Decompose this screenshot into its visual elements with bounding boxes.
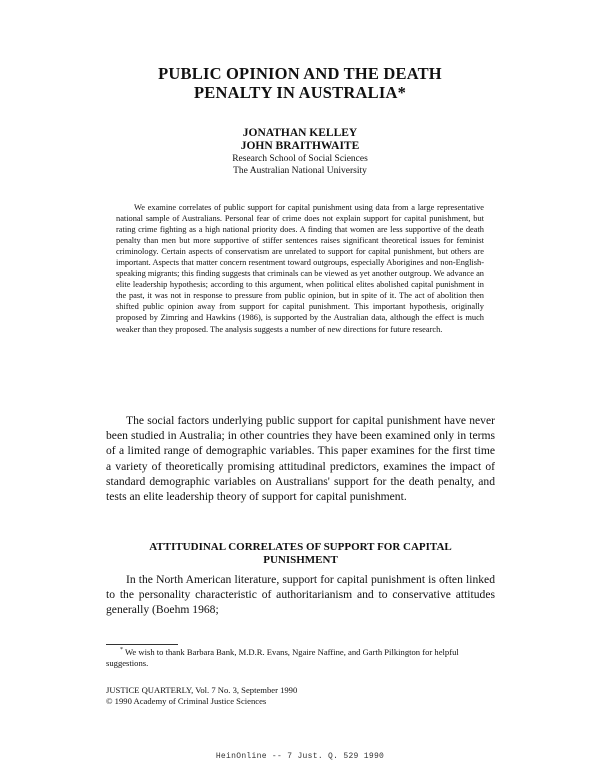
- heinonline-watermark: HeinOnline -- 7 Just. Q. 529 1990: [215, 752, 385, 761]
- section-heading: [106, 541, 495, 567]
- abstract: We examine correlates of public support for capital punishment using data from a large representative national sample of Australians. Personal fear of crime does not explain support for capital punishment, but rating crime fighting as a high national priority does. A finding that women are less supportive of the death penalty than men but more supportive of stiffer sentences raises significant theoretical issues for feminist criminology. Certain aspects of conservatism are unrelated to support for capital punishment, but others are important. Aspects that matter concern resentment toward outgroups, especially Aborigines and non-English-speaking migrants; this finding suggests that criminals can be viewed as yet another outgroup. We advance an elite leadership hypothesis; according to this argument, when political elites abolished capital punishment in the past, it was not in response to pressure from public opinion, but in spite of it. The act of abolition then shifted public opinion away from support for capital punishment. This important hypothesis, originally proposed by Zimring and Hawkins (1986), is supported by the Australian data, although the effect is much weaker than they proposed. The analysis suggests a number of new directions for future research.: [116, 203, 484, 334]
- footnote-marker: *: [120, 647, 123, 654]
- intro-paragraph: The social factors underlying public support for capital punishment have never been studied in Australia; in other countries they have been examined only in terms of a limited range of demographic variables. This paper examines for the first time a variety of theoretically promising attitudinal predictors, examines the impact of standard demographic variables on Australians' support for the death penalty, and tests an elite leadership theory of support for capital punishment.: [106, 414, 495, 504]
- title-line-1: PUBLIC OPINION AND THE DEATH: [158, 64, 442, 83]
- journal-citation: JUSTICE QUARTERLY, Vol. 7 No. 3, September 1990: [106, 685, 298, 695]
- journal-info: [106, 685, 495, 707]
- footnote-text: We wish to thank Barbara Bank, M.D.R. Evans, Ngaire Naffine, and Garth Pilkington for helpful suggestions.: [106, 647, 459, 668]
- section-paragraph: In the North American literature, support for capital punishment is often linked to the personality characteristic of authoritarianism and to conservative attitudes generally (Boehm 1968;: [106, 573, 495, 617]
- section-heading-line-2: PUNISHMENT: [263, 554, 338, 566]
- article-title: [80, 64, 520, 102]
- footnote-divider: [106, 644, 178, 645]
- affiliation-school: Research School of Social Sciences: [232, 154, 368, 164]
- footnote: [106, 647, 495, 669]
- author-name: JOHN BRAITHWAITE: [240, 140, 360, 152]
- journal-copyright: © 1990 Academy of Criminal Justice Sciences: [106, 696, 267, 706]
- affiliation-university: The Australian National University: [233, 166, 367, 176]
- title-line-2: PENALTY IN AUSTRALIA*: [193, 83, 407, 102]
- author-block: [120, 127, 480, 177]
- section-heading-line-1: ATTITUDINAL CORRELATES OF SUPPORT FOR CAPITAL: [149, 541, 452, 553]
- author-name: JONATHAN KELLEY: [242, 127, 358, 139]
